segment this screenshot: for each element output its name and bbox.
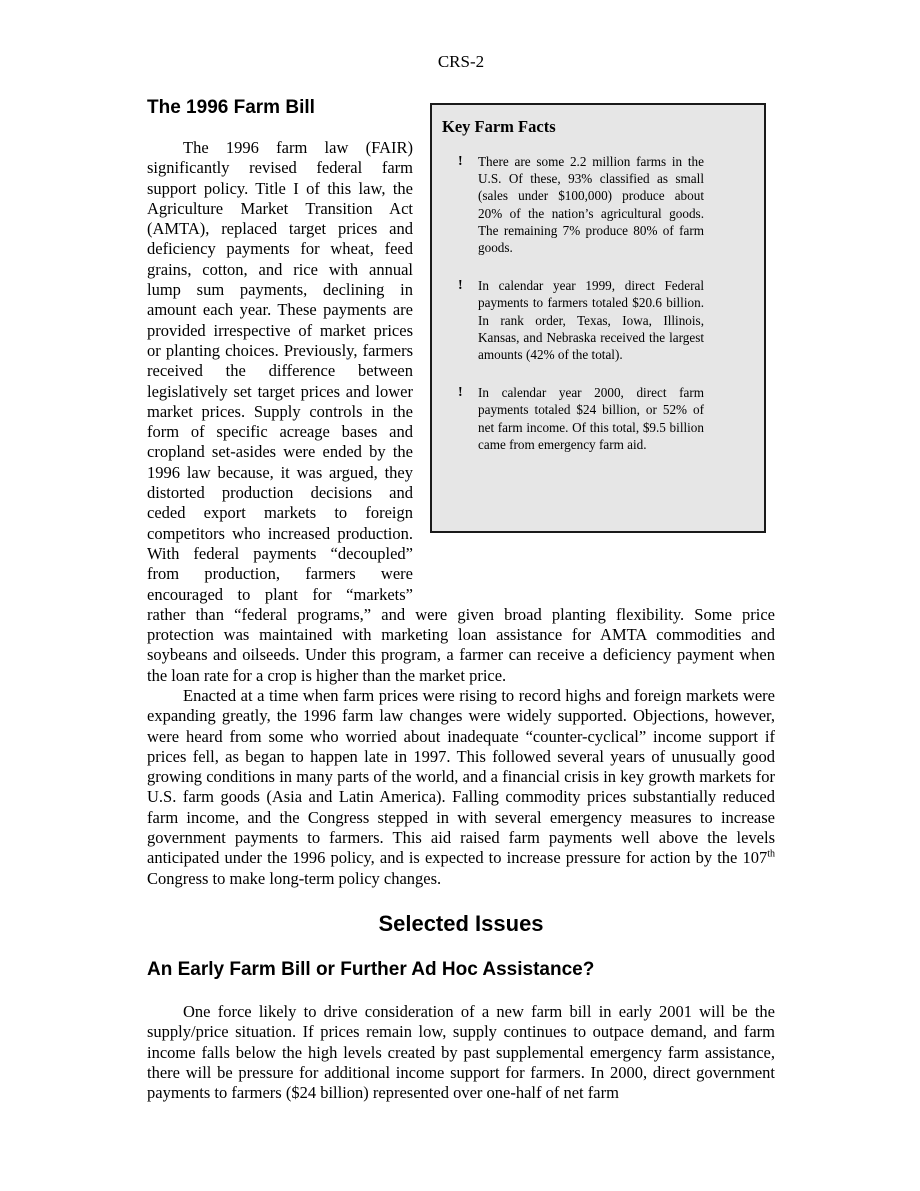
ordinal-superscript: th	[767, 848, 775, 860]
section-heading-selected-issues: Selected Issues	[378, 911, 544, 936]
sidebar-item-text: In calendar year 2000, direct farm payments totaled $24 billion, or 52% of net farm income. Of this total, $9.5 billion came from emergency farm aid.	[478, 385, 704, 452]
sidebar-title: Key Farm Facts	[442, 117, 556, 136]
key-farm-facts-sidebar	[430, 103, 766, 533]
sidebar-list-item	[458, 384, 704, 453]
sidebar-list-item	[458, 153, 704, 256]
sidebar-list-item	[458, 277, 704, 363]
page-number: CRS-2	[437, 52, 485, 71]
exclamation-icon: !	[458, 154, 463, 169]
sidebar-item-text: In calendar year 1999, direct Federal payments to farmers totaled $20.6 billion. In rank order, Texas, Iowa, Illinois, Kansas, and Nebraska received the largest amounts (42% of the total).	[478, 278, 704, 363]
exclamation-icon: !	[458, 385, 463, 401]
exclamation-icon: !	[458, 278, 463, 294]
paragraph-enacted-text: Enacted at a time when farm prices were rising to record highs and foreign markets were expanding greatly, the 1996 farm law changes were widely supported. Objections, however, were heard from some who worried about inadequate “counter-cyclical” income support if prices fell, as began to happen late in 1997. This followed several years of unusually good growing conditions in many parts of the world, and a financial crisis in key growth markets for U.S. farm goods (Asia and Latin America). Falling commodity prices substantially reduced farm income, and the Congress stepped in with several emergency measures to increase government payments to farmers. This aid raised farm payments well above the levels anticipated under the 1996 policy, and is expected to increase pressure for action by the 107	[147, 686, 775, 868]
subsection-heading-early-farm-bill: An Early Farm Bill or Further Ad Hoc Assistance?	[147, 959, 595, 980]
sidebar-list	[458, 153, 704, 474]
sidebar-item-text: There are some 2.2 million farms in the U.S. Of these, 93% classified as small (sales under $100,000) produce about 20% of the nation’s agricultural goods. The remaining 7% produce 80% of farm goods.	[478, 154, 704, 256]
section-heading-1996-farm-bill: The 1996 Farm Bill	[147, 97, 315, 118]
paragraph-enacted	[147, 686, 775, 889]
paragraph-fair-law-text: The 1996 farm law (FAIR) significantly revised federal farm support policy. Title I of this law, the Agriculture Market Transition Act (AMTA), replaced target prices and deficiency payments for wheat, feed grains, cotton, and rice with annual lump sum payments, declining in amount each year. These payments are provided irrespective of market prices or planting choices. Previously, farmers received the difference between legislatively set target prices and lower market prices. Supply controls in the form of specific acreage bases and cropland set-asides were ended by the 1996 law because, it was argued, they distorted production decisions and ceded export markets to foreign competitors who increased production. With federal payments “decoupled” from production, farmers were encouraged to plant for “markets” rather than “federal programs,” and were given broad planting flexibility. Some price protection was maintained with marketing loan assistance for AMTA commodities and soybeans and oilseeds. Under this program, a farmer can receive a deficiency payment when the loan rate for a crop is higher than the market price.	[147, 138, 775, 685]
paragraph-enacted-end: Congress to make long-term policy changes.	[147, 868, 442, 888]
paragraph-supply-price: One force likely to drive consideration of a new farm bill in early 2001 will be the supply/price situation. If prices remain low, supply continues to outpace demand, and farm income falls below the high levels created by past supplemental emergency farm assistance, there will be pressure for additional income support for farmers. In 2000, direct government payments to farmers ($24 billion) represented over one-half of net farm	[147, 1002, 775, 1103]
